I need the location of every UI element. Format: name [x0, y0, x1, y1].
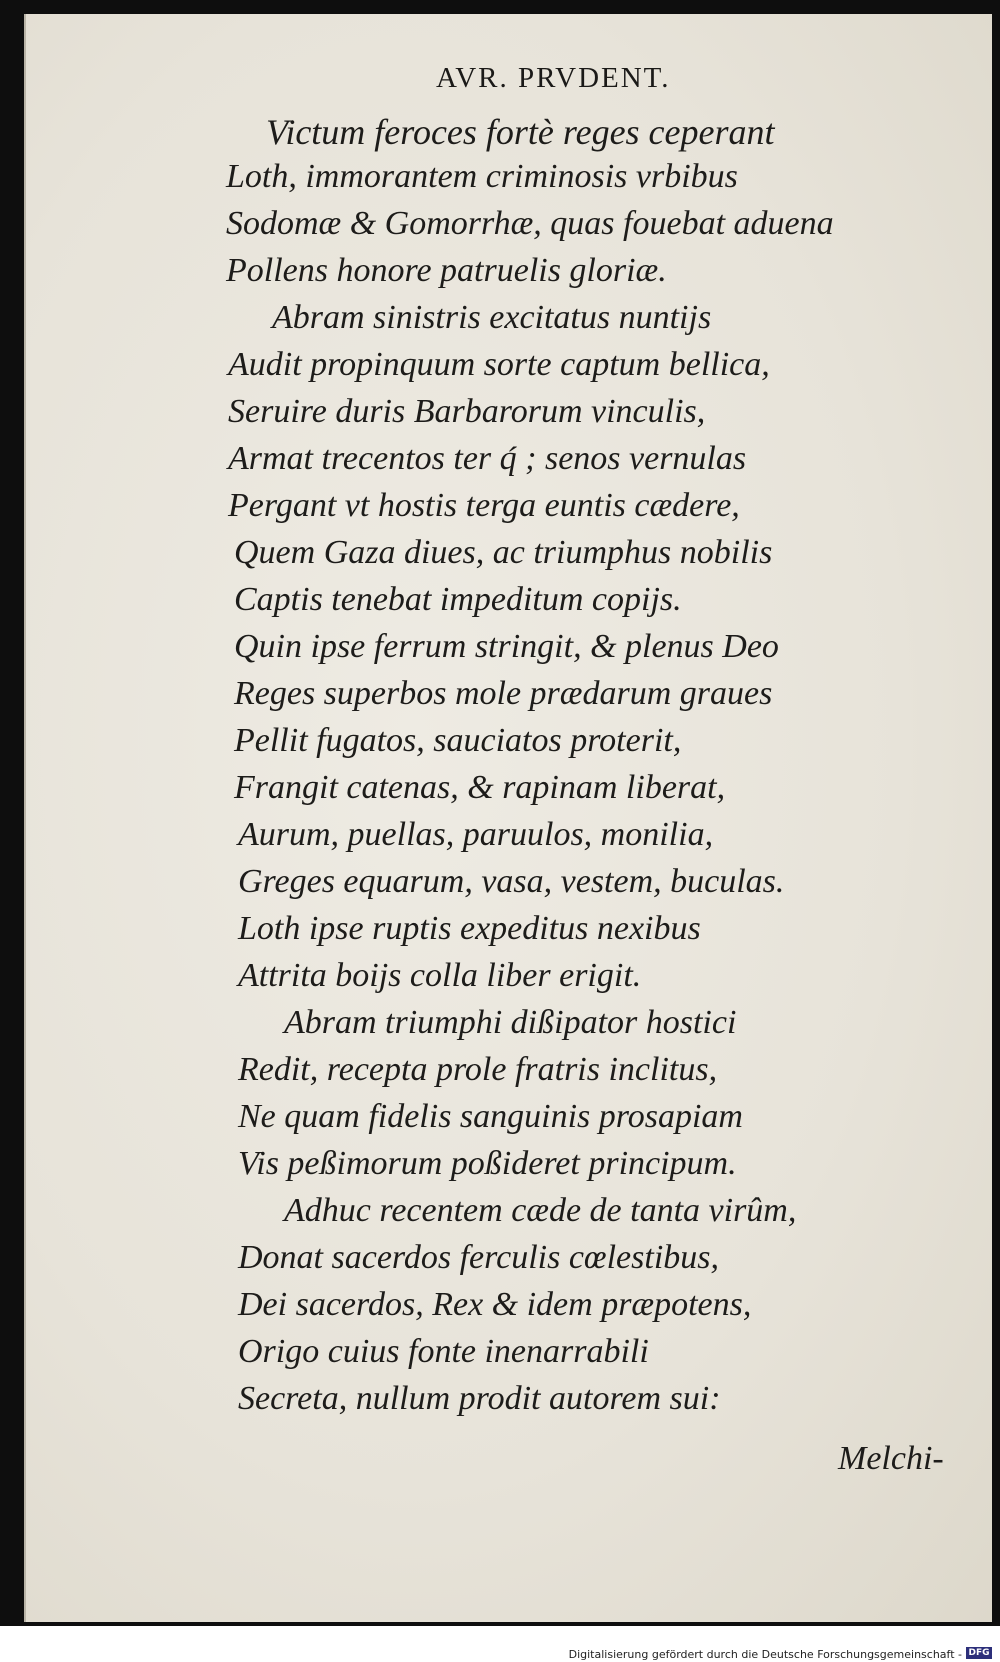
verse-line: Donat sacerdos ferculis cœlestibus, [238, 1239, 719, 1276]
verse-line: Captis tenebat impeditum copijs. [234, 581, 682, 618]
verse-line: Adhuc recentem cæde de tanta virûm, [284, 1192, 797, 1229]
verse-line: Aurum, puellas, paruulos, monilia, [238, 816, 714, 853]
verse-line: Abram triumphi dißipator hostici [284, 1004, 737, 1041]
catchword: Melchi- [838, 1440, 944, 1477]
verse-line: Greges equarum, vasa, vestem, buculas. [238, 863, 785, 900]
verse-block [26, 14, 992, 1494]
verse-line: Armat trecentos ter q́ ; senos vernulas [228, 440, 747, 477]
verse-line: Frangit catenas, & rapinam liberat, [234, 769, 726, 806]
verse-line: Attrita boijs colla liber erigit. [238, 957, 642, 994]
verse-line: Quem Gaza diues, ac triumphus nobilis [234, 534, 773, 571]
dfg-logo-icon: DFG [966, 1647, 992, 1659]
verse-line: Reges superbos mole prædarum graues [234, 675, 773, 712]
book-page [24, 14, 992, 1622]
digitization-credit: Digitalisierung gefördert durch die Deutsche Forschungsgemeinschaft - [568, 1648, 962, 1661]
verse-line: Pergant vt hostis terga euntis cædere, [228, 487, 740, 524]
running-head: AVR. PRVDENT. [436, 62, 671, 94]
verse-line: Sodomæ & Gomorrhæ, quas fouebat aduena [226, 205, 834, 242]
verse-line: Ne quam fidelis sanguinis prosapiam [238, 1098, 743, 1135]
verse-line: Pellit fugatos, sauciatos proterit, [234, 722, 682, 759]
verse-line: Loth, immorantem criminosis vrbibus [226, 158, 738, 195]
verse-line: Secreta, nullum prodit autorem sui: [238, 1380, 721, 1417]
verse-line: Quin ipse ferrum stringit, & plenus Deo [234, 628, 779, 665]
verse-line: Vis peßimorum poßideret principum. [238, 1145, 737, 1182]
verse-line: Audit propinquum sorte captum bellica, [228, 346, 770, 383]
verse-line: Origo cuius fonte inenarrabili [238, 1333, 649, 1370]
verse-line: Victum feroces fortè reges ceperant [266, 112, 775, 152]
verse-line: Loth ipse ruptis expeditus nexibus [238, 910, 701, 947]
verse-line: Abram sinistris excitatus nuntijs [272, 299, 712, 336]
verse-line: Dei sacerdos, Rex & idem præpotens, [238, 1286, 752, 1323]
verse-line: Pollens honore patruelis gloriæ. [226, 252, 667, 289]
verse-line: Seruire duris Barbarorum vinculis, [228, 393, 706, 430]
verse-line: Redit, recepta prole fratris inclitus, [238, 1051, 718, 1088]
